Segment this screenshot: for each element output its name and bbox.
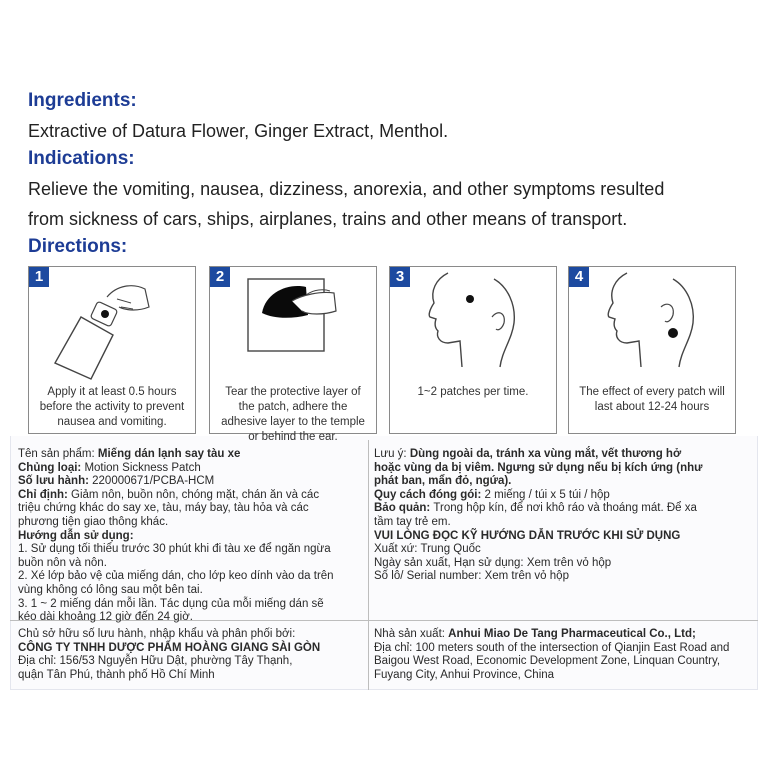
- read-notice-text: VUI LÒNG ĐỌC KỸ HƯỚNG DẪN TRƯỚC KHI SỬ DỤNG: [374, 529, 681, 542]
- field-value: Motion Sickness Patch: [84, 461, 201, 474]
- company-name: [18, 642, 320, 656]
- caution-line: [374, 462, 703, 476]
- usage-line: vùng không có lông sau một bên tai.: [18, 583, 203, 596]
- head-profile-illustration: [390, 267, 558, 385]
- usage-heading: [18, 530, 334, 544]
- manufacturer-row: [374, 628, 729, 642]
- step-number: 3: [390, 267, 410, 287]
- storage-line: tầm tay trẻ em.: [374, 515, 451, 528]
- vietnamese-left-column: [18, 448, 334, 625]
- address-line: Baigou West Road, Economic Development Zone, Linquan Country,: [374, 655, 721, 668]
- field-label: Bảo quản:: [374, 502, 434, 515]
- head-profile-illustration: [569, 267, 737, 385]
- field-value: Anhui Miao De Tang Pharmaceutical Co., Ltd;: [448, 628, 696, 640]
- company-name-text: CÔNG TY TNHH DƯỢC PHẨM HOÀNG GIANG SÀI GÒN: [18, 641, 321, 654]
- read-notice: [374, 530, 703, 544]
- address-line: Fuyang City, Anhui Province, China: [374, 668, 555, 681]
- step-number: 2: [210, 267, 230, 287]
- field-label: Tên sản phẩm:: [18, 448, 98, 460]
- step-number: 4: [569, 267, 589, 287]
- indications-line-2: from sickness of cars, ships, airplanes, trains and other means of transport.: [28, 209, 628, 229]
- caution-line: [374, 475, 703, 489]
- ingredients-text: Extractive of Datura Flower, Ginger Extract, Menthol.: [28, 121, 449, 141]
- storage-row: [374, 502, 703, 516]
- field-value: 220000671/PCBA-HCM: [92, 475, 215, 488]
- field-value: Miếng dán lạnh say tàu xe: [97, 448, 241, 460]
- type-row: [18, 462, 334, 476]
- usage-line: kéo dài khoảng 12 giờ đến 24 giờ.: [18, 611, 193, 624]
- step-caption: Tear the protective layer of the patch, adhere the adhesive layer to the temple or behind the ear.: [221, 386, 365, 443]
- address-line: Địa chỉ: 100 meters south of the intersection of Qianjin East Road and: [374, 641, 730, 654]
- field-label: Lưu ý:: [374, 448, 410, 460]
- address-line: quận Tân Phú, thành phố Hồ Chí Minh: [18, 668, 215, 681]
- origin-line: Xuất xứ: Trung Quốc: [374, 543, 481, 556]
- vietnamese-right-column: [374, 448, 703, 584]
- column-divider: [368, 440, 369, 690]
- indications-line-1: Relieve the vomiting, nausea, dizziness, anorexia, and other symptoms resulted: [28, 179, 665, 199]
- owner-line: Chủ sở hữu số lưu hành, nhập khẩu và phân phối bởi:: [18, 628, 296, 640]
- direction-step-3: [389, 266, 557, 434]
- patch-peel-illustration: [210, 267, 378, 385]
- step-caption: 1~2 patches per time.: [417, 386, 529, 398]
- direction-step-1: [28, 266, 196, 434]
- usage-line: 2. Xé lớp bảo vệ của miếng dán, cho lớp keo dính vào da trên: [18, 570, 334, 583]
- step-number: 1: [29, 267, 49, 287]
- registration-row: [18, 475, 334, 489]
- address-line: Địa chỉ: 156/53 Nguyễn Hữu Dật, phường Tây Thạnh,: [18, 655, 293, 668]
- field-label: Nhà sản xuất:: [374, 628, 449, 640]
- indications-heading: Indications:: [28, 148, 135, 169]
- indication-line: phương tiện giao thông khác.: [18, 515, 169, 528]
- step-caption: The effect of every patch will last about 12-24 hours: [579, 386, 725, 413]
- field-value: Giảm nôn, buồn nôn, chóng mặt, chán ăn và các: [71, 488, 320, 501]
- field-label: Số lưu hành:: [18, 475, 93, 488]
- usage-line: 3. 1 ~ 2 miếng dán mỗi lần. Tác dụng của mỗi miếng dán sẽ: [18, 597, 324, 610]
- usage-heading-text: Hướng dẫn sử dụng:: [18, 529, 134, 542]
- field-label: Quy cách đóng gói:: [374, 488, 485, 501]
- field-value: phát ban, mẩn đỏ, ngứa).: [374, 475, 512, 488]
- direction-step-4: [568, 266, 736, 434]
- dates-line: Ngày sản xuất, Hạn sử dụng: Xem trên vỏ hộp: [374, 556, 612, 569]
- manufacturer-block: [374, 628, 729, 682]
- sachet-illustration: [29, 267, 197, 385]
- caution-row: [374, 448, 703, 462]
- distributor-block: [18, 628, 320, 682]
- field-label: Chủng loại:: [18, 461, 85, 474]
- indication-line: triệu chứng khác do say xe, tàu, máy bay, tàu hỏa và các: [18, 502, 309, 515]
- vietnamese-section: [10, 440, 758, 690]
- packaging-row: [374, 489, 703, 503]
- ingredients-heading: Ingredients:: [28, 90, 137, 111]
- field-value: 2 miếng / túi x 5 túi / hộp: [484, 488, 610, 501]
- field-value: Dùng ngoài da, tránh xa vùng mắt, vết thương hở: [409, 448, 682, 460]
- directions-heading: Directions:: [28, 236, 128, 257]
- field-label: Chỉ định:: [18, 488, 72, 501]
- usage-line: 1. Sử dụng tối thiểu trước 30 phút khi đi tàu xe để ngăn ngừa: [18, 543, 331, 556]
- product-name-row: [18, 448, 334, 462]
- field-value: hoặc vùng da bị viêm. Ngưng sử dụng nếu bị kích ứng (như: [374, 461, 703, 474]
- lot-line: Số lô/ Serial number: Xem trên vỏ hộp: [374, 570, 569, 583]
- indication-row: [18, 489, 334, 503]
- direction-step-2: [209, 266, 377, 443]
- step-caption: Apply it at least 0.5 hours before the activity to prevent nausea and vomiting.: [39, 386, 185, 428]
- field-value: Trong hộp kín, để nơi khô ráo và thoáng mát. Để xa: [433, 502, 697, 515]
- usage-line: buồn nôn và nôn.: [18, 556, 107, 569]
